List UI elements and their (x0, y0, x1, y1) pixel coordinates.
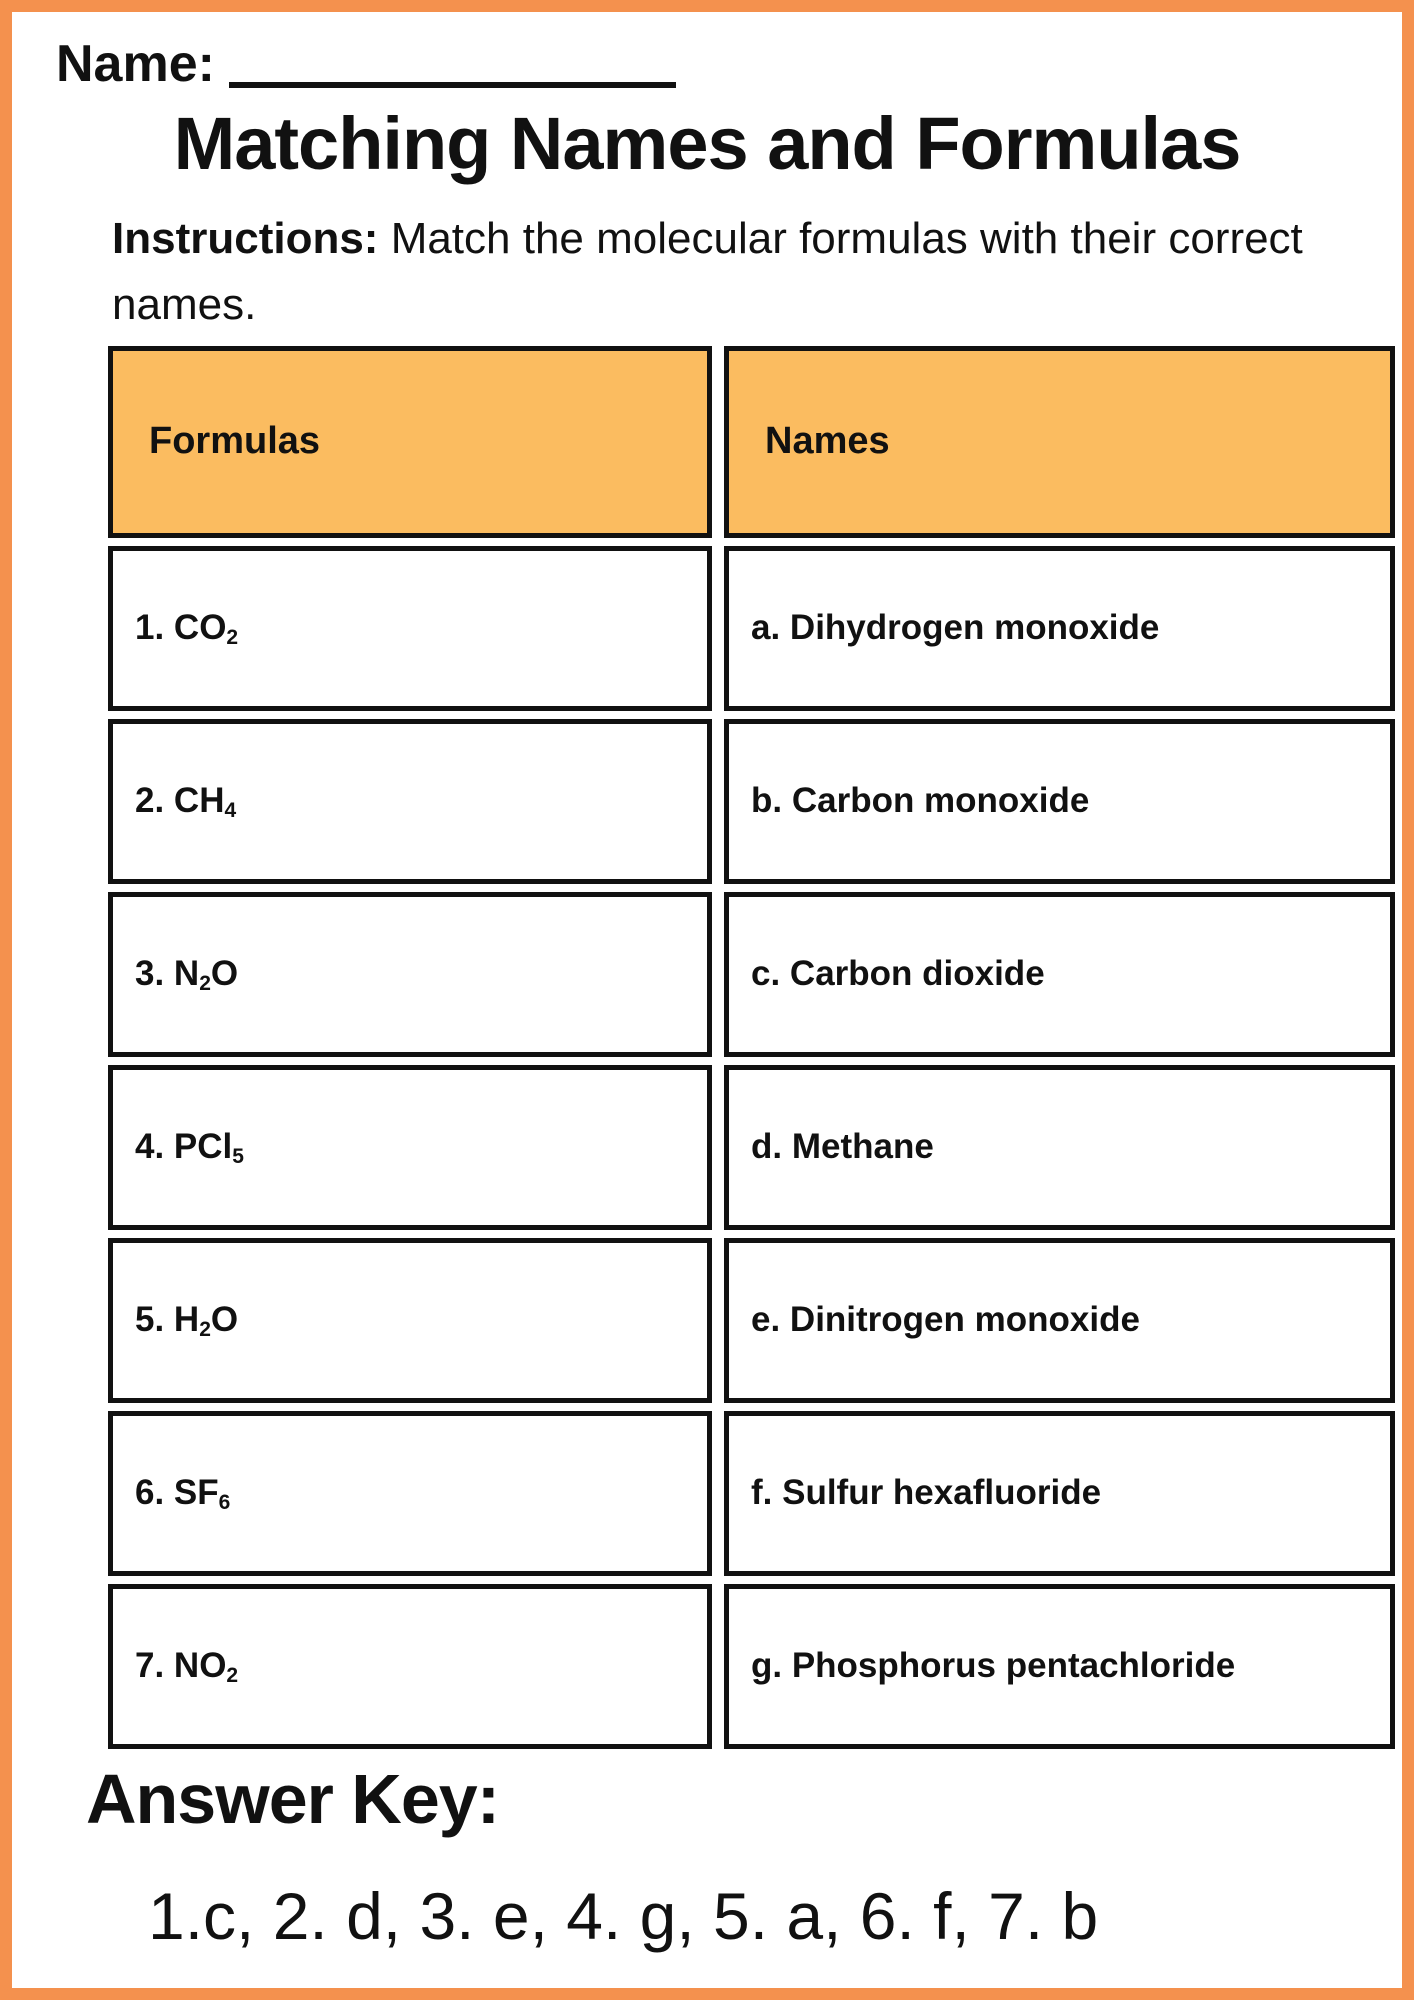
answer-key-heading: Answer Key: (86, 1759, 500, 1838)
name-cell-a (724, 546, 1395, 711)
matching-table (108, 346, 1395, 1749)
column-header-formulas (108, 346, 712, 538)
name-text-g: g. Phosphorus pentachloride (751, 1646, 1236, 1686)
name-text-a: a. Dihydrogen monoxide (751, 608, 1160, 648)
name-text-e: e. Dinitrogen monoxide (751, 1300, 1140, 1340)
formula-cell-3 (108, 892, 712, 1057)
names-header-label: Names (765, 420, 890, 463)
instructions (112, 206, 1332, 338)
formula-text-7: 7. NO2 (135, 1646, 239, 1688)
column-header-names (724, 346, 1395, 538)
formula-text-6: 6. SF6 (135, 1473, 231, 1515)
names-column (724, 346, 1395, 1749)
formula-text-3: 3. N2O (135, 954, 239, 996)
formula-cell-1 (108, 546, 712, 711)
formula-text-5: 5. H2O (135, 1300, 239, 1342)
answer-key-line: 1.c, 2. d, 3. e, 4. g, 5. a, 6. f, 7. b (148, 1879, 1099, 1954)
instructions-text-line1: Match the molecular formulas with their correct (390, 213, 1303, 263)
formula-cell-2 (108, 719, 712, 884)
instructions-label: Instructions: (112, 213, 379, 263)
formula-cell-6 (108, 1411, 712, 1576)
name-text-b: b. Carbon monoxide (751, 781, 1090, 821)
formula-cell-5 (108, 1238, 712, 1403)
name-cell-f (724, 1411, 1395, 1576)
name-cell-g (724, 1584, 1395, 1749)
formula-cell-4 (108, 1065, 712, 1230)
formula-text-2: 2. CH4 (135, 781, 237, 823)
name-cell-c (724, 892, 1395, 1057)
instructions-text-line2: names. (112, 279, 257, 329)
formula-cell-7 (108, 1584, 712, 1749)
worksheet-title: Matching Names and Formulas (173, 102, 1241, 185)
name-label: Name: (56, 35, 215, 93)
name-underline (229, 82, 676, 88)
formulas-column (108, 346, 712, 1749)
formula-text-1: 1. CO2 (135, 608, 239, 650)
name-text-f: f. Sulfur hexafluoride (751, 1473, 1102, 1513)
name-cell-d (724, 1065, 1395, 1230)
name-cell-b (724, 719, 1395, 884)
name-text-c: c. Carbon dioxide (751, 954, 1045, 994)
formula-text-4: 4. PCl5 (135, 1127, 244, 1169)
name-cell-e (724, 1238, 1395, 1403)
name-text-d: d. Methane (751, 1127, 934, 1167)
formulas-header-label: Formulas (149, 420, 321, 463)
name-row (56, 35, 1402, 93)
